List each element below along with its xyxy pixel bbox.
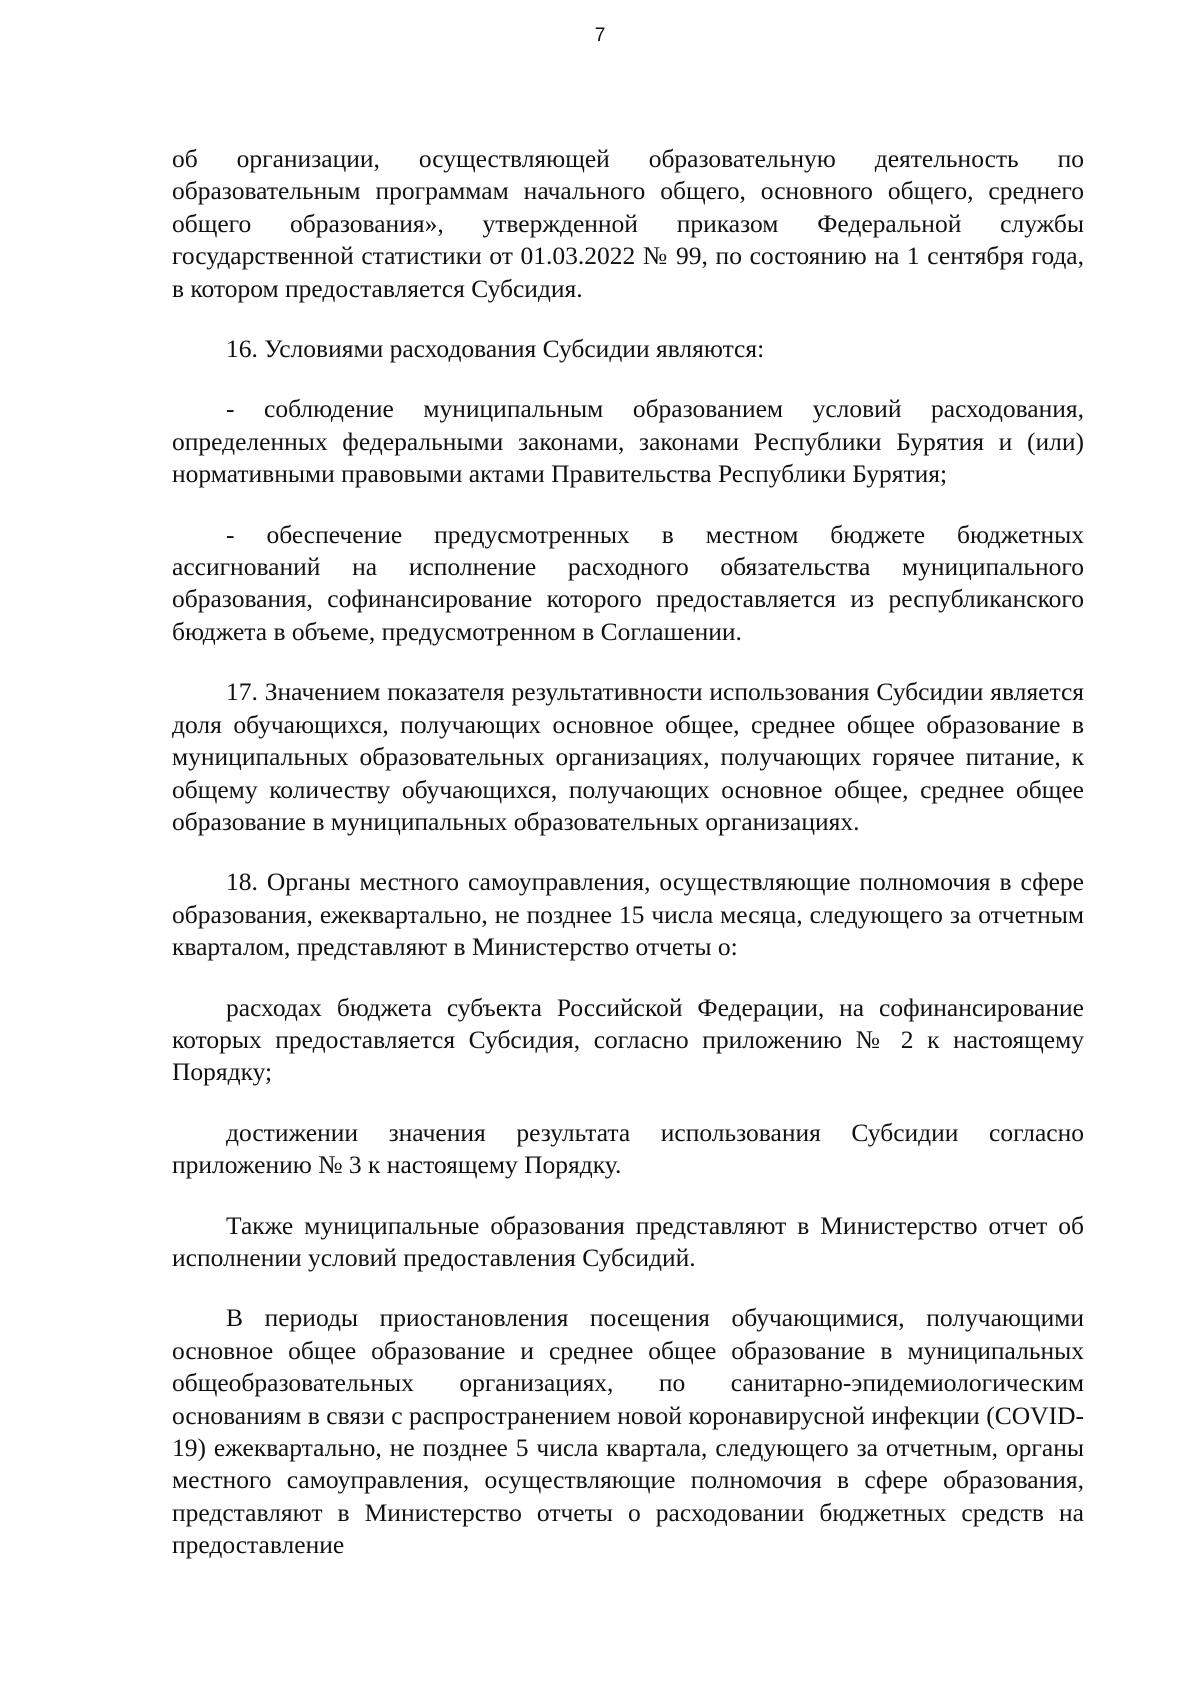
- paragraph-condition-budget: - обеспечение предусмотренных в местном бюджете бюджетных ассигнований на исполнение расходного обязательства муниципального образования, софинансирование которого предоставляется из республиканского бюджета в объеме, предусмотренном в Соглашении.: [172, 519, 1084, 646]
- paragraph-covid-periods: В периоды приостановления посещения обучающимися, получающими основное общее образование и среднее общее образование в муниципальных общеобразовательных организациях, по санитарно-эпидемиологическим основаниям в связи с распространением новой коронавирусной инфекции (COVID-19) ежеквартально, не позднее 5 числа квартала, следующего за отчетным, органы местного самоуправления, осуществляющие полномочия в сфере образования, представляют в Министерство отчеты о расходовании бюджетных средств на предоставление: [172, 1303, 1084, 1560]
- paragraph-section-17: 17. Значением показателя результативности использования Субсидии является доля обучающихся, получающих основное общее, среднее общее образование в муниципальных образовательных организациях, получающих горячее питание, к общему количеству обучающихся, получающих основное общее, среднее общее образование в муниципальных образовательных организациях.: [172, 677, 1084, 836]
- paragraph-report-results: достижении значения результата использования Субсидии согласно приложению № 3 к настоящему Порядку.: [172, 1117, 1084, 1180]
- paragraph-condition-compliance: - соблюдение муниципальным образованием условий расходования, определенных федеральными законами, законами Республики Бурятия и (или) нормативными правовыми актами Правительства Республики Бурятия;: [172, 394, 1084, 489]
- paragraph-report-expenses: расходах бюджета субъекта Российской Федерации, на софинансирование которых предоставляется Субсидия, согласно приложению № 2 к настоящему Порядку;: [172, 992, 1084, 1087]
- paragraph-report-conditions: Также муниципальные образования представляют в Министерство отчет об исполнении условий предоставления Субсидий.: [172, 1210, 1084, 1272]
- document-body: [172, 143, 1084, 1562]
- paragraph-section-18: 18. Органы местного самоуправления, осуществляющие полномочия в сфере образования, ежеквартально, не позднее 15 числа месяца, следующего за отчетным кварталом, представляют в Министерство отчеты о:: [172, 867, 1084, 962]
- page-number: 7: [594, 25, 606, 46]
- paragraph-section-16-heading: 16. Условиями расходования Субсидии являются:: [226, 334, 765, 364]
- paragraph-continuation: об организации, осуществляющей образовательную деятельность по образовательным программам начального общего, основного общего, среднего общего образования», утвержденной приказом Федеральной службы государственной статистики от 01.03.2022 № 99, по состоянию на 1 сентября года, в котором предоставляется Субсидия.: [172, 144, 1084, 303]
